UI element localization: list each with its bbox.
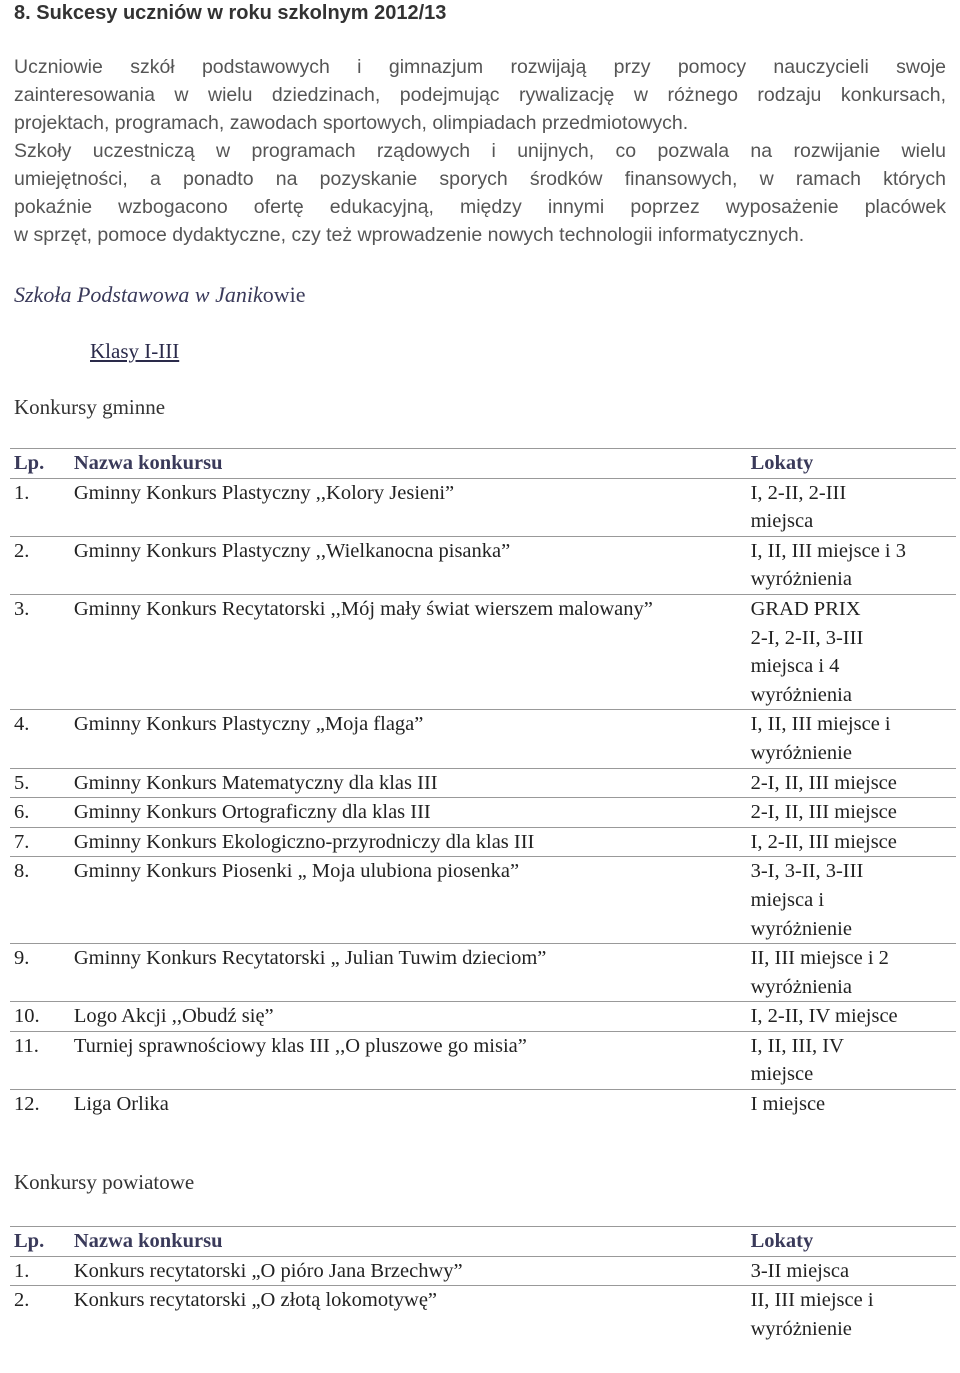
intro-line: pokaźnie wzbogacono ofertę edukacyjną, między innymi poprzez wyposażenie placówek — [14, 196, 946, 218]
placement-line: wyróżnienia — [750, 975, 852, 998]
intro-paragraph — [14, 53, 946, 249]
class-group-title: Klasy I-III — [90, 339, 180, 363]
row-competition-name: Gminny Konkurs Ekologiczno-przyrodniczy dla klas III — [73, 830, 535, 853]
placement-line: II, III miejsce i — [750, 1289, 874, 1312]
row-placement — [751, 1031, 956, 1089]
row-placement — [751, 1002, 956, 1032]
placement-line: wyróżnienia — [750, 568, 852, 591]
table-row — [10, 710, 956, 768]
header-place — [751, 1227, 956, 1257]
row-placement — [751, 1286, 956, 1344]
row-placement — [751, 857, 956, 944]
table-header-row — [10, 1227, 956, 1257]
intro-line: Uczniowie szkół podstawowych i gimnazjum rozwijają przy pomocy nauczycieli swoje — [14, 56, 946, 78]
intro-line: Szkoły uczestniczą w programach rządowych i unijnych, co pozwala na rozwijanie wielu — [14, 140, 946, 162]
header-lp: Lp. — [14, 1230, 45, 1252]
row-placement — [751, 944, 956, 1002]
row-lp: 9. — [14, 947, 30, 970]
placement-line: wyróżnienie — [750, 1317, 852, 1340]
row-lp: 1. — [14, 1259, 30, 1282]
row-competition-name: Konkurs recytatorski „O złotą lokomotywę” — [73, 1289, 438, 1312]
row-competition-name: Gminny Konkurs Matematyczny dla klas III — [73, 771, 438, 794]
placement-line: I miejsce — [750, 1093, 826, 1116]
table-row — [10, 1002, 956, 1032]
placement-line: GRAD PRIX — [750, 597, 861, 620]
header-lp: Lp. — [14, 452, 45, 474]
row-competition-name: Gminny Konkurs Ortograficzny dla klas III — [73, 801, 431, 824]
placement-line: wyróżnienie — [750, 741, 852, 764]
placement-line: 2-I, 2-II, 3-III — [750, 626, 864, 649]
row-placement — [751, 478, 956, 536]
school-title-plain: owie — [262, 282, 306, 307]
row-lp: 2. — [14, 1289, 30, 1312]
placement-line: miejsca i 4 — [750, 655, 840, 678]
table-row — [10, 594, 956, 709]
row-lp: 10. — [14, 1005, 40, 1028]
placement-line: miejsca — [750, 510, 814, 533]
intro-line: umiejętności, a ponadto na pozyskanie sporych środków finansowych, w ramach których — [14, 168, 946, 190]
row-placement — [751, 1256, 956, 1286]
table-row — [10, 536, 956, 594]
placement-line: 3-II miejsca — [750, 1259, 850, 1282]
row-lp: 6. — [14, 801, 30, 824]
placement-line: II, III miejsce i 2 — [750, 947, 889, 970]
gminne-table — [10, 448, 956, 1119]
row-placement — [751, 594, 956, 709]
header-name: Nazwa konkursu — [73, 452, 223, 474]
row-lp: 4. — [14, 713, 30, 736]
row-lp: 5. — [14, 771, 30, 794]
placement-line: wyróżnienie — [750, 917, 852, 940]
row-competition-name: Gminny Konkurs Piosenki „ Moja ulubiona piosenka” — [73, 860, 520, 883]
table-row — [10, 768, 956, 798]
row-placement — [751, 768, 956, 798]
header-place-text: Lokaty — [750, 452, 814, 474]
row-competition-name: Turniej sprawnościowy klas III ,,O pluszowe go misia” — [73, 1034, 527, 1057]
powiatowe-section-title: Konkursy powiatowe — [14, 1170, 195, 1194]
header-name: Nazwa konkursu — [73, 1230, 223, 1252]
placement-line: miejsca i — [750, 888, 825, 911]
placement-line: I, II, III miejsce i — [750, 713, 891, 736]
row-placement — [751, 536, 956, 594]
placement-line: I, II, III miejsce i 3 — [750, 539, 906, 562]
placement-line: 2-I, II, III miejsce — [750, 801, 897, 824]
table-row — [10, 1256, 956, 1286]
table-row — [10, 478, 956, 536]
gminne-section-title: Konkursy gminne — [14, 395, 166, 419]
table-row — [10, 1286, 956, 1344]
header-place-text: Lokaty — [750, 1230, 814, 1252]
table-header-row — [10, 449, 956, 479]
table-row — [10, 798, 956, 828]
intro-line: w sprzęt, pomoce dydaktyczne, czy też wprowadzenie nowych technologii informatycznych. — [14, 224, 805, 246]
placement-line: I, 2-II, IV miejsce — [750, 1005, 898, 1028]
row-placement — [751, 798, 956, 828]
powiatowe-table — [10, 1226, 956, 1343]
row-lp: 3. — [14, 597, 30, 620]
header-place — [751, 449, 956, 479]
school-title — [14, 280, 305, 310]
placement-line: I, 2-II, III miejsce — [750, 830, 897, 853]
table-row — [10, 944, 956, 1002]
table-row — [10, 827, 956, 857]
row-placement — [751, 827, 956, 857]
row-lp: 1. — [14, 481, 30, 504]
row-competition-name: Konkurs recytatorski „O pióro Jana Brzechwy” — [73, 1259, 463, 1282]
placement-line: 3-I, 3-II, 3-III — [750, 860, 864, 883]
row-competition-name: Gminny Konkurs Plastyczny ,,Wielkanocna pisanka” — [73, 539, 511, 562]
section-heading: 8. Sukcesy uczniów w roku szkolnym 2012/13 — [14, 2, 447, 24]
row-lp: 7. — [14, 830, 30, 853]
placement-line: 2-I, II, III miejsce — [750, 771, 897, 794]
row-competition-name: Logo Akcji ,,Obudź się” — [73, 1005, 274, 1028]
row-placement — [751, 1090, 956, 1119]
placement-line: I, II, III, IV — [750, 1034, 844, 1057]
row-lp: 12. — [14, 1093, 40, 1116]
row-lp: 2. — [14, 539, 30, 562]
row-competition-name: Gminny Konkurs Recytatorski „ Julian Tuwim dzieciom” — [73, 947, 547, 970]
table-row — [10, 1090, 956, 1119]
row-lp: 11. — [14, 1034, 39, 1057]
placement-line: I, 2-II, 2-III — [750, 481, 847, 504]
school-title-italic: Szkoła Podstawowa w Janik — [14, 282, 263, 307]
intro-line: projektach, programach, zawodach sportowych, olimpiadach przedmiotowych. — [14, 112, 689, 134]
row-competition-name: Liga Orlika — [73, 1093, 169, 1116]
table-row — [10, 1031, 956, 1089]
placement-line: miejsce — [750, 1063, 814, 1086]
table-row — [10, 857, 956, 944]
intro-line: zainteresowania w wielu dziedzinach, podejmując rywalizację w różnego rodzaju konkursach, — [14, 84, 946, 106]
placement-line: wyróżnienia — [750, 683, 852, 706]
row-lp: 8. — [14, 860, 30, 883]
row-competition-name: Gminny Konkurs Recytatorski ,,Mój mały świat wierszem malowany” — [73, 597, 653, 620]
row-placement — [751, 710, 956, 768]
row-competition-name: Gminny Konkurs Plastyczny ,,Kolory Jesieni” — [73, 481, 455, 504]
row-competition-name: Gminny Konkurs Plastyczny „Moja flaga” — [73, 713, 424, 736]
